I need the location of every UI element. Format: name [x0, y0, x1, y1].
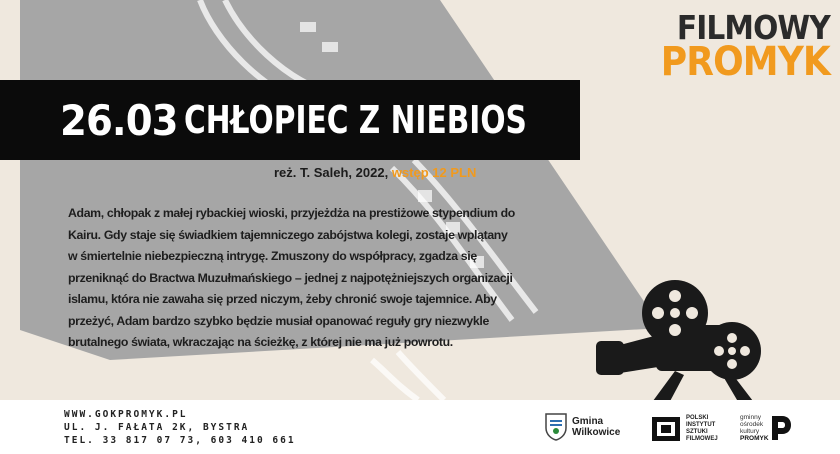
pisf-line-2: INSTYTUT [686, 422, 716, 428]
gok-p-mark-icon [769, 414, 793, 442]
pisf-line-3: SZTUKI [686, 429, 708, 435]
website-link[interactable]: WWW.GOKPROMYK.PL [64, 409, 188, 420]
coat-of-arms-icon [545, 413, 567, 441]
film-credits [274, 165, 476, 180]
gmina-line-1: Gmina [572, 416, 604, 427]
brand-logo-filmowy-promyk [642, 8, 830, 86]
gok-line-1: gminny [740, 414, 761, 421]
brand-line-2: PROMYK [660, 39, 830, 86]
film-projector-icon [580, 275, 780, 400]
pisf-logo [651, 415, 718, 443]
title-bar [0, 80, 580, 160]
gmina-wilkowice-logo [545, 413, 620, 441]
pisf-line-1: POLSKI [686, 415, 709, 421]
ticket-price: wstęp 12 PLN [391, 165, 477, 180]
pisf-line-4: FILMOWEJ [686, 436, 718, 442]
address-text: UL. J. FAŁATA 2K, BYSTRA [64, 422, 250, 433]
event-title: CHŁOPIEC Z NIEBIOS [183, 98, 527, 142]
gok-line-2: ośrodek [740, 421, 764, 428]
brand-line-1: FILMOWY [676, 8, 830, 47]
event-date: 26.03 [60, 95, 178, 145]
director-year: reż. T. Saleh, 2022, [274, 165, 389, 180]
film-description: Adam, chłopak z małej rybackiej wioski, przyjeżdża na prestiżowe stypendium do Kairu. Gdy staje się świadkiem tajemniczego zabójstwa kolegi, zostaje wplątany w śmiertelnie niebezpieczną intrygę. Zmuszony do współpracy, zgadza się przeniknąć do Bractwa Muzułmańskiego – jednej z najpotężniejszych organizacji islamu, która nie zawaha się przed niczym, żeby chronić swoje tajemnice. Aby przeżyć, Adam bardzo szybko będzie musiał opanować reguły gry niezwykle brutalnego świata, wkraczając na ścieżkę, z której nie ma już powrotu. [68, 206, 515, 349]
gmina-line-2: Wilkowice [572, 427, 621, 438]
gok-line-3: kultury [740, 428, 760, 435]
contact-block [64, 408, 296, 447]
gok-promyk-logo [740, 414, 793, 442]
pisf-mark-icon [651, 416, 681, 442]
gok-line-4: PROMYK [740, 435, 769, 442]
phone-text: TEL. 33 817 07 73, 603 410 661 [64, 435, 296, 446]
